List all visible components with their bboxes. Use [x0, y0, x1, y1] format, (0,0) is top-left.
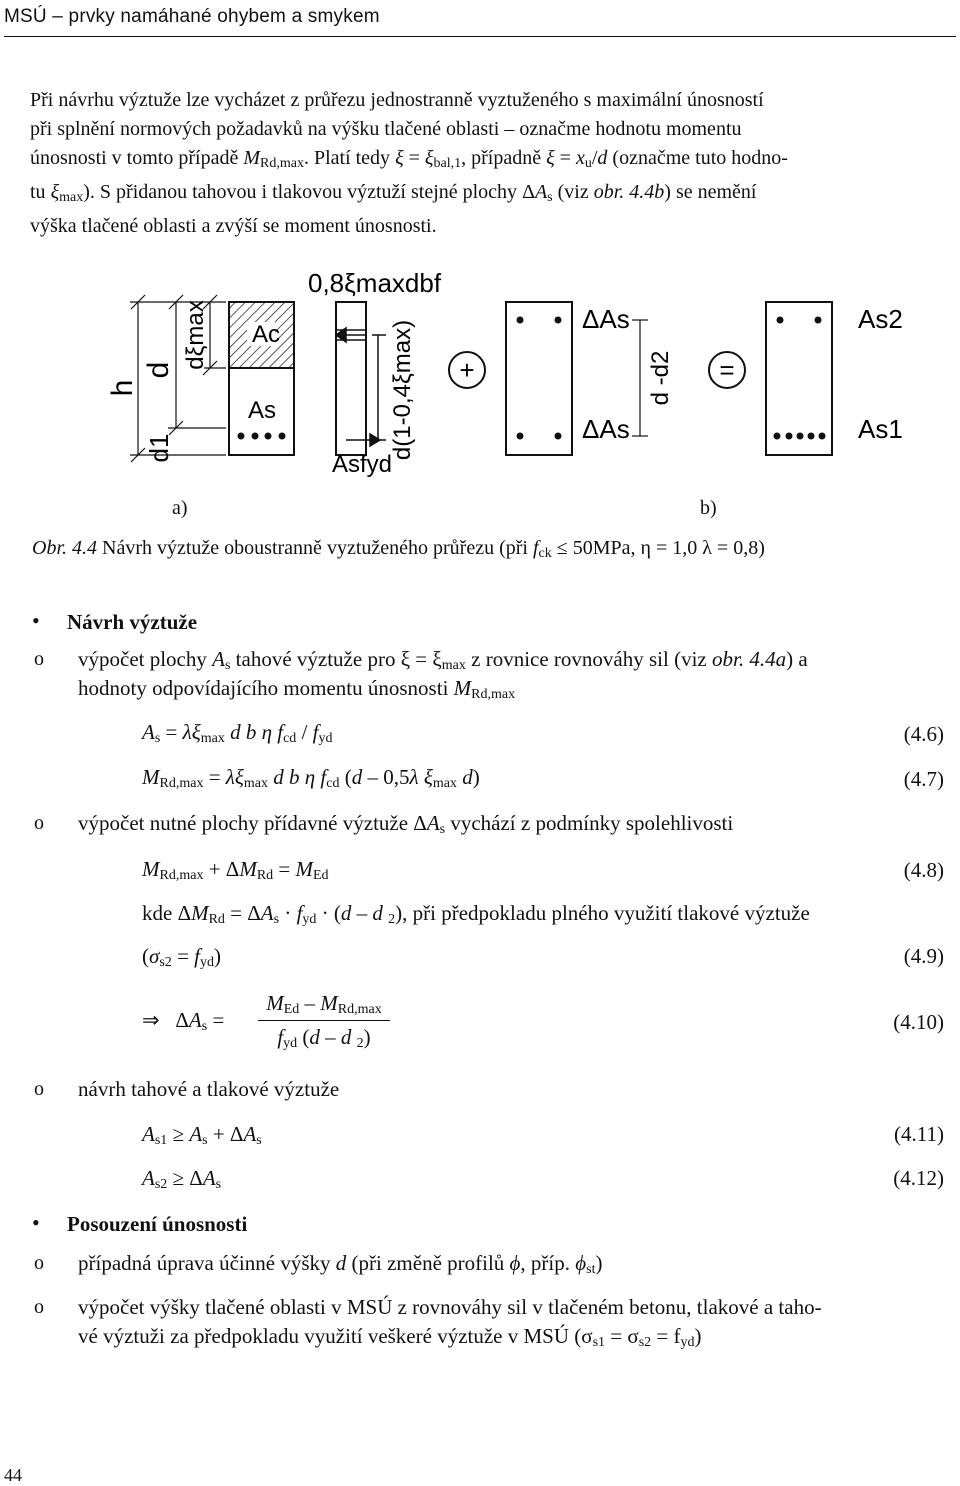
intro-line-2: při splnění normových požadavků na výšku tlačené oblasti – označme hodnotu momentu [30, 118, 742, 140]
sub-bullet: o [34, 1252, 44, 1274]
rebar-dots-b1 [517, 317, 562, 440]
force-diagram [336, 302, 386, 455]
label-dAs-bottom: ΔAs [582, 414, 630, 444]
equation-kde: kde $\Delta M_{Rd} = \Delta A_s \cdot f_{yd} \cdot (d - d$ $_2$), při předpokladu plného využití tlakové výztuže [142, 901, 810, 927]
bullet-dot: • [32, 608, 40, 633]
intro-line-3: únosnosti v tomto případě $M_{Rd,max}$. Platí tedy $\xi = \xi_{bal,1}$, případně $\xi = x_u/d$ (označme tuto hodno- [30, 147, 788, 171]
figure-label-b: b) [700, 497, 717, 519]
force-top: 0,8ξmaxdbf [308, 268, 442, 298]
eq-number-4-11: (4.11) [894, 1122, 944, 1146]
equation-4-9: $(\sigma_{s2} = f_{yd})$ [142, 944, 221, 970]
lever-arm: d(1-0,4ξmax) [389, 319, 416, 461]
intro-line-5: výška tlačené oblasti a zvýší se moment únosnosti. [30, 215, 437, 237]
force-bottom: Asfyd [332, 451, 393, 478]
section-heading-navrh: Návrh výztuže [67, 610, 198, 634]
label-As1: As1 [858, 414, 903, 444]
intro-paragraph [30, 86, 930, 241]
eq-number-4-9: (4.9) [903, 944, 944, 968]
equals-sign: = [719, 355, 735, 385]
header-rule [4, 36, 956, 37]
equation-4-11: $A_{s1} \ge A_s + \Delta A_s$ [142, 1122, 262, 1148]
eq-number-4-8: (4.8) [903, 858, 944, 882]
bullet-text-1: výpočet plochy $A_s$ tahové výztuže pro $\xi = \xi_{max}$ z rovnice rovnováhy sil (viz obr. 4.4a) a [78, 647, 808, 673]
fraction-numerator: $M_{Ed} - M_{Rd,max}$ [266, 991, 382, 1017]
bullet-text-1b: hodnoty odpovídajícího momentu únosnosti $M_{Rd,max}$ [78, 676, 516, 702]
sub-bullet: o [34, 1078, 44, 1100]
section-b1 [506, 302, 572, 455]
equation-4-6: $A_s = \lambda\xi_{max}$ d b η $f_{cd} / f_{yd}$ [142, 720, 333, 746]
bullet-dot: • [32, 1210, 40, 1235]
fraction-bar [258, 1020, 390, 1021]
bullet-text-3: návrh tahové a tlakové výztuže [78, 1077, 340, 1101]
rebar-dots-b2 [774, 317, 826, 440]
plus-sign: + [459, 355, 475, 385]
intro-line-4: tu $\xi_{max}$). S přidanou tahovou i tlakovou výztuží stejné plochy $\Delta A_s$ (viz obr. 4.4b) se nemění [30, 181, 757, 205]
label-As2: As2 [858, 304, 903, 334]
eq-number-4-7: (4.7) [903, 767, 944, 791]
label-As: As [248, 397, 277, 424]
sub-bullet: o [34, 1296, 44, 1318]
equation-4-10: ⇒ $\Delta A_s$ = [142, 1008, 225, 1034]
running-header: MSÚ – prvky namáhané ohybem a smykem [4, 6, 380, 27]
bullet-text-4: případná úprava účinné výšky d (při změně profilů ϕ, příp. $\phi_{st}$) [78, 1251, 603, 1277]
equation-4-12: $A_{s2} \ge \Delta A_s$ [142, 1166, 222, 1192]
label-Ac: Ac [252, 321, 281, 348]
dim-d: d [142, 361, 175, 379]
dim-h: h [106, 379, 139, 397]
eq-number-4-6: (4.6) [903, 722, 944, 746]
bullet-text-5: výpočet výšky tlačené oblasti v MSÚ z rovnováhy sil v tlačeném betonu, tlakové a taho- [78, 1295, 822, 1319]
equation-4-7: $M_{Rd,max} = \lambda\xi_{max}$ d b η $f_{cd}$ (d – 0,5λ $\xi_{max}$ d) [142, 765, 480, 791]
bullet-text-2: výpočet nutné plochy přídavné výztuže $\Delta A_s$ vychází z podmínky spolehlivosti [78, 811, 734, 837]
eq-number-4-12: (4.12) [893, 1166, 944, 1190]
label-dAs-top: ΔAs [582, 304, 630, 334]
page-number: 44 [4, 1465, 22, 1485]
eq-number-4-10: (4.10) [893, 1010, 944, 1034]
rebar-dots-a [238, 433, 286, 440]
figure-label-a: a) [172, 497, 188, 519]
dim-d-d2: d -d2 [647, 350, 674, 406]
equation-4-8: $M_{Rd,max} + \Delta M_{Rd} = M_{Ed}$ [142, 857, 329, 883]
sub-bullet: o [34, 812, 44, 834]
section-heading-posouzeni: Posouzení únosnosti [67, 1212, 248, 1236]
dim-d1: d1 [144, 433, 174, 463]
bullet-text-5b: vé výztuži za předpokladu využití veškeré výztuže v MSÚ $(\sigma_{s1} = \sigma_{s2} = f_{yd})$ [78, 1324, 702, 1350]
intro-line-1: Při návrhu výztuže lze vycházet z průřezu jednostranně vyztuženého s maximální únosností [30, 89, 764, 111]
figure-4-4 [0, 250, 960, 535]
section-b2 [766, 302, 832, 455]
fraction-denominator: $f_{yd}$ (d – d $_2$) [277, 1025, 371, 1051]
dim-dxi: dξmax [182, 300, 209, 370]
figure-caption: Obr. 4.4 Návrh výztuže oboustranně vyztuženého průřezu (při $f_{ck} \le 50MPa$, η = 1,0 λ = 0,8) [32, 537, 765, 561]
sub-bullet: o [34, 648, 44, 670]
